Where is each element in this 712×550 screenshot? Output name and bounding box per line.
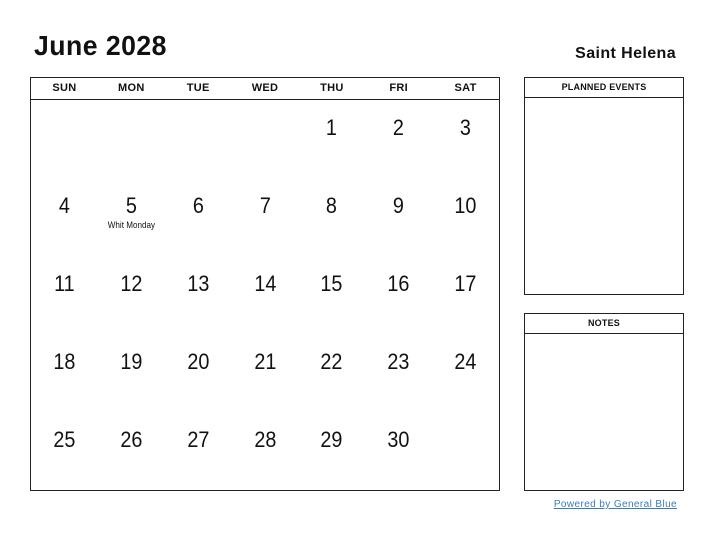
day-number: 24 xyxy=(454,349,477,374)
day-cell[interactable] xyxy=(298,412,365,490)
day-number: 23 xyxy=(387,349,410,374)
day-cell[interactable] xyxy=(232,100,299,178)
day-cell[interactable] xyxy=(165,178,232,256)
holiday-label: Whit Monday xyxy=(107,220,155,230)
day-number: 28 xyxy=(253,427,276,452)
weekday-header-row xyxy=(31,78,499,100)
day-number: 19 xyxy=(120,349,143,374)
day-grid xyxy=(31,100,499,490)
day-number: 22 xyxy=(320,349,343,374)
day-cell[interactable] xyxy=(165,100,232,178)
day-cell[interactable] xyxy=(98,412,165,490)
day-cell[interactable] xyxy=(31,178,98,256)
weekday-sat: SAT xyxy=(454,82,477,94)
day-number: 12 xyxy=(120,271,143,296)
day-number: 11 xyxy=(54,271,75,296)
day-cell[interactable] xyxy=(98,178,165,256)
day-cell[interactable] xyxy=(232,334,299,412)
day-number: 14 xyxy=(253,271,276,296)
day-number: 6 xyxy=(192,193,204,218)
weekday-thu: THU xyxy=(320,82,344,94)
day-cell[interactable] xyxy=(31,334,98,412)
day-number: 21 xyxy=(253,349,276,374)
day-cell[interactable] xyxy=(31,256,98,334)
day-number: 16 xyxy=(387,271,410,296)
weekday-tue: TUE xyxy=(186,82,210,94)
weekday-wed: WED xyxy=(251,82,279,94)
day-cell[interactable] xyxy=(165,256,232,334)
notes-panel xyxy=(524,313,684,491)
day-number: 15 xyxy=(320,271,343,296)
day-number: 7 xyxy=(259,193,271,218)
day-number: 8 xyxy=(326,193,338,218)
day-cell[interactable] xyxy=(232,412,299,490)
day-number: 2 xyxy=(393,115,405,140)
day-cell[interactable] xyxy=(432,256,499,334)
day-cell[interactable] xyxy=(432,334,499,412)
day-number: 20 xyxy=(187,349,210,374)
day-cell[interactable] xyxy=(232,256,299,334)
day-cell[interactable] xyxy=(365,256,432,334)
day-cell[interactable] xyxy=(98,334,165,412)
page-title: June 2028 xyxy=(34,30,167,61)
day-cell[interactable] xyxy=(31,100,98,178)
day-number: 13 xyxy=(187,271,210,296)
day-cell[interactable] xyxy=(365,178,432,256)
day-cell[interactable] xyxy=(298,100,365,178)
day-number: 18 xyxy=(53,349,76,374)
day-number: 17 xyxy=(454,271,477,296)
powered-by-link[interactable]: Powered by General Blue xyxy=(553,499,677,510)
day-number: 30 xyxy=(387,427,410,452)
day-number: 4 xyxy=(58,193,70,218)
calendar-grid xyxy=(30,77,500,491)
day-cell[interactable] xyxy=(232,178,299,256)
day-cell[interactable] xyxy=(98,256,165,334)
day-cell[interactable] xyxy=(365,412,432,490)
day-number: 10 xyxy=(454,193,477,218)
notes-header: NOTES xyxy=(525,314,683,334)
day-number: 3 xyxy=(460,115,472,140)
day-number: 9 xyxy=(393,193,405,218)
day-cell[interactable] xyxy=(165,412,232,490)
planned-events-panel xyxy=(524,77,684,295)
day-cell[interactable] xyxy=(298,178,365,256)
day-cell[interactable] xyxy=(365,100,432,178)
day-cell[interactable] xyxy=(432,100,499,178)
weekday-sun: SUN xyxy=(52,82,77,94)
day-cell[interactable] xyxy=(365,334,432,412)
day-number: 27 xyxy=(187,427,210,452)
day-number: 26 xyxy=(120,427,143,452)
country-label: Saint Helena xyxy=(575,45,676,62)
weekday-fri: FRI xyxy=(389,82,409,94)
day-number: 29 xyxy=(320,427,343,452)
day-number: 25 xyxy=(53,427,76,452)
planned-events-header: PLANNED EVENTS xyxy=(525,78,683,98)
day-cell[interactable] xyxy=(298,334,365,412)
day-number: 5 xyxy=(125,193,137,218)
day-cell[interactable] xyxy=(165,334,232,412)
day-number: 1 xyxy=(326,115,338,140)
day-cell[interactable] xyxy=(298,256,365,334)
day-cell[interactable] xyxy=(31,412,98,490)
day-cell[interactable] xyxy=(432,412,499,490)
day-cell[interactable] xyxy=(98,100,165,178)
weekday-mon: MON xyxy=(118,82,145,94)
day-cell[interactable] xyxy=(432,178,499,256)
